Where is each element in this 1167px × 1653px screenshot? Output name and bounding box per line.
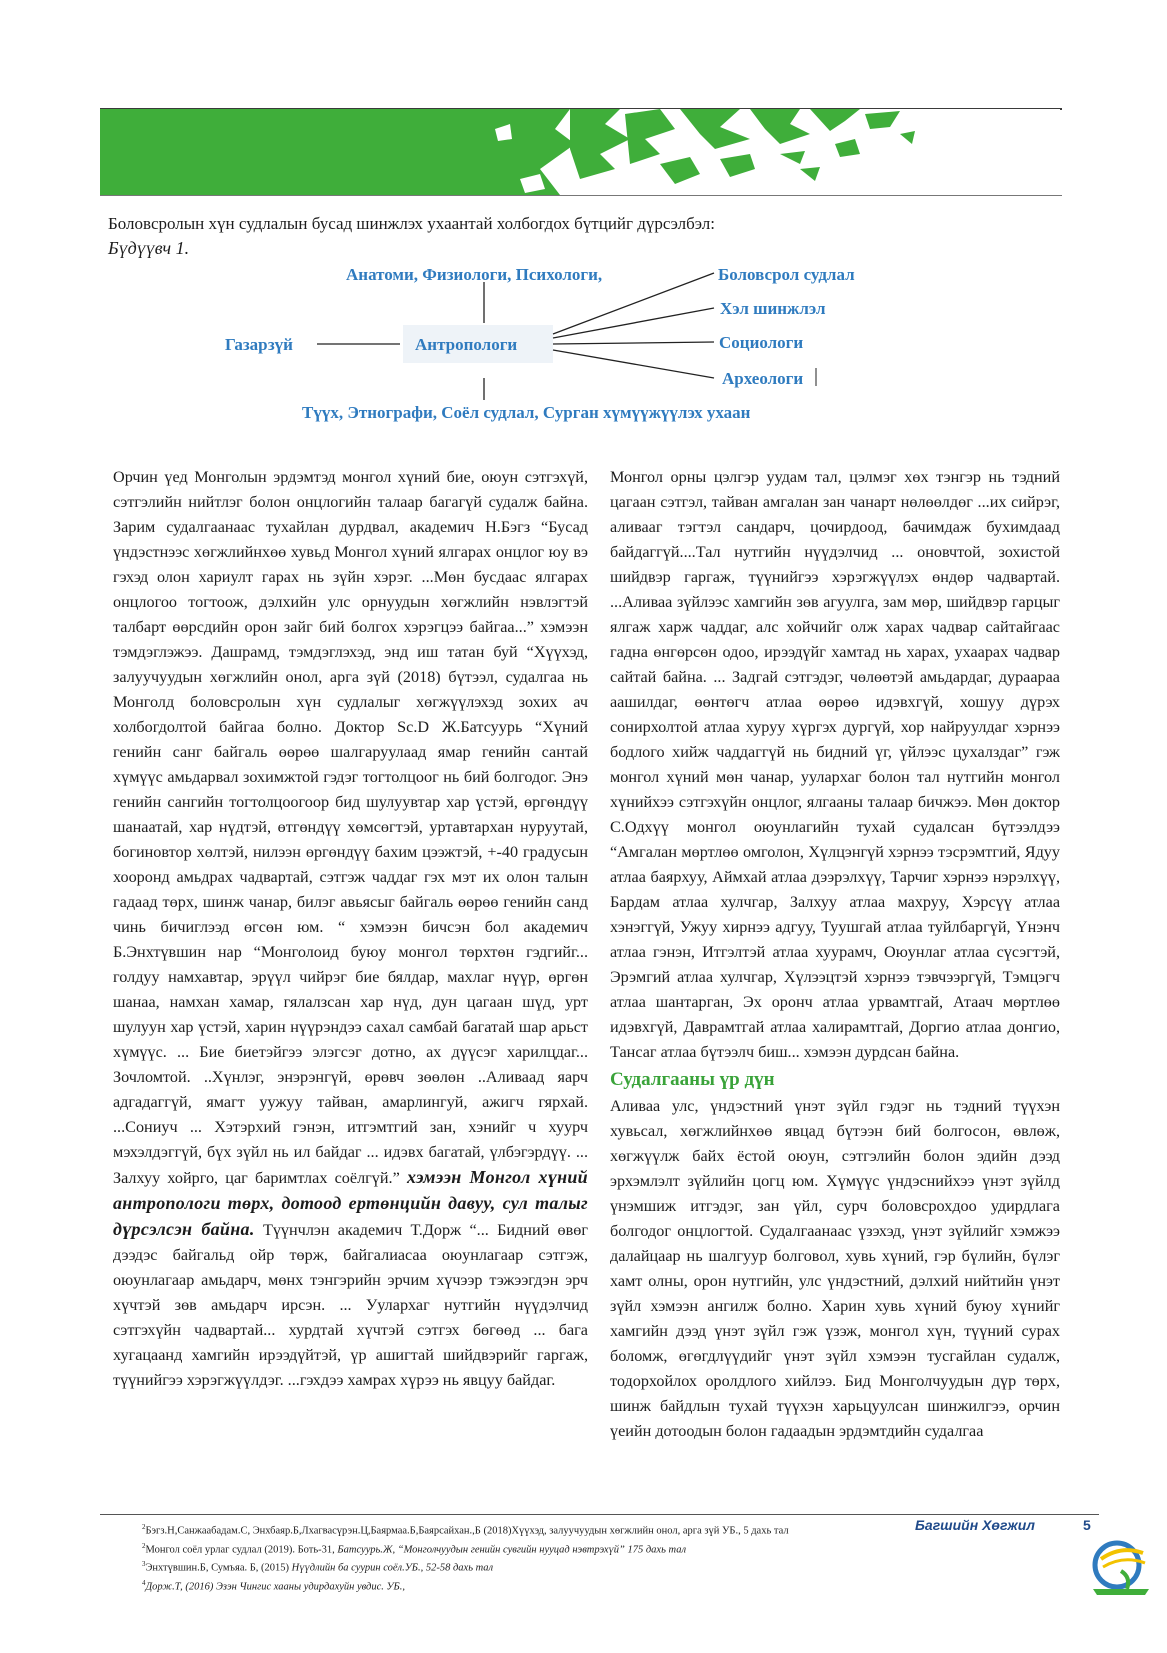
footnote-italic: Батсуурь.Ж, “Монголчуудын генийн сувгийн нууцад нэвтрэхүй” 175 дахь тал (337, 1544, 687, 1555)
footnote-number: 2 (142, 1541, 146, 1550)
footnote (142, 1539, 842, 1558)
intro-text (108, 212, 1008, 260)
page-number: 5 (1083, 1517, 1091, 1533)
diagram-right-2: Хэл шинжлэл (720, 299, 826, 318)
footnotes (142, 1520, 842, 1594)
right-paragraph-2: Аливаа улс, үндэстний үнэт зүйл гэдэг нь тэдний түүхэн хувьсал, хөгжлийнхөө явцад бүтээн бий болгосон, өвлөж, хөгжүүлж байх ёстой оюун, сэтгэлийн болон эдийн дээд эрхэмлэлт зүйлийн цогц юм. Хүмүүс үндэснийхээ үнэт зүйлд үнэмшиж итгэдэг, зан үйл, сурч боловсрохдоо удирдлага болгодог онцлогтой. Судалгаанаас үзэхэд, үнэт зүйлийг хэмжээ далайцаар нь шалгуур болговол, хувь хүний, гэр бүлийн, бүлэг хамт олны, орон нутгийн, улс үндэстний, дэлхий нийтийн үнэт зүйл хэмээн ангилж болно. Харин хувь хүний буюу хүнийг хамгийн дээд үнэт зүйл гэж үзэж, монгол хүн, түүний сурах боломж, өгөгдлүүдийг үнэт зүйл хэмээн тусгайлан судалж, тодорхойлох оролдлого хийлээ. Бид Монголчуудын дүр төрх, шинж байдлын тухай түүхэн харьцуулсан шинжилгээ, орчин үеийн дотоодын болон гадаадын эрдэмтдийн судалгаа (610, 1097, 1060, 1440)
footnote (142, 1557, 842, 1576)
footnote-text: Монгол соёл урлаг судлал (2019). Боть-31, (145, 1544, 338, 1555)
diagram-top: Анатоми, Физиологи, Психологи, (346, 268, 603, 284)
footnote (142, 1576, 842, 1595)
diagram-right-4: Археологи (722, 369, 804, 388)
journal-title: Багшийн Хөгжил (915, 1517, 1035, 1533)
left-column (113, 465, 588, 1393)
header-banner (100, 109, 1060, 195)
journal-logo-icon (1087, 1537, 1155, 1597)
diagram-bottom: Түүх, Этнографи, Соёл судлал, Сурган хүмүүжүүлэх ухаан (302, 403, 751, 422)
footer-rule (100, 1514, 1099, 1515)
left-emphasis: хэмээн Монгол хүний антропологи төрх, дотоод ертөнцийн давуу, сул талыг дүрсэлсэн байна. (113, 1167, 588, 1239)
diagram-right-3: Социологи (719, 333, 804, 352)
left-paragraph-2-text: Түүнчлэн академич Т.Дорж “... Бидний өвөг дээдэс байгальд ойр төрж, байгалиасаа оюунлагаар сэтгэж, оюунлагаар амьдарч, мөнх тэнгэрийн эрчим хүчээр тэжээгдэн эрч хүчтэй зөв амьдарч ирсэн. ... Уулархаг нутгийн нүүдэлчид сэтгэхүйн чадвартай... хурдтай хүчтэй сэтгэх бөгөөд ... бага хугацаанд хамгийн ирээдүйтэй, үр ашигтай шийдвэрийг гаргаж, түүнийгээ хэрэгжүүлдэг. ...гэхдээ хамрах хүрээ нь явцуу байдаг. (113, 1221, 589, 1389)
footnote-text: Бэгз.Н,Санжаабадам.С, Энхбаяр.Б,Лхагвасүрэн.Ц,Баярмаа.Б,Баярсайхан.,Б (2018)Хүүхэд, залуучуудын хөгжлийн онол, арга зүй УБ., 5 дахь тал (145, 1525, 789, 1537)
section-heading: Судалгааны үр дүн (610, 1069, 775, 1090)
intro-line: Боловсролын хүн судлалын бусад шинжлэх ухаантай холбогдох бүтцийг дүрсэлбэл: (108, 214, 715, 233)
footnote-italic: Дорж.Т, (2016) Эзэн Чингис хааны удирдахуйн увдис. УБ., (145, 1581, 405, 1592)
footnote-text: Энхтүвшин.Б, Сумъяа. Б, (2015) (145, 1562, 292, 1574)
figure-label: Бүдүүвч 1. (108, 238, 190, 258)
relationship-diagram (220, 268, 920, 448)
diagram-left: Газарзүй (225, 335, 293, 354)
diagram-center: Антропологи (415, 335, 518, 354)
footnote-number: 4 (142, 1578, 146, 1587)
footnote-number: 3 (142, 1560, 146, 1568)
footnote-italic: Нүүдлийн ба суурин соёл.УБ., 52-58 дахь тал (291, 1562, 494, 1574)
left-paragraph-1-text: Орчин үед Монголын эрдэмтэд монгол хүний бие, оюун сэтгэхүй, сэтгэлийн нийтлэг болон онцлогийн талаар багагүй судалж байна. Зарим судалгаанаас тухайлан дурдвал, академич Н.Бэгз “Бусад үндэстнээс хөгжлийнхөө хувьд Монгол хүний ялгарах онцлог юу вэ гэхэд олон хариулт гарах нь зүйн хэрэг. ...Мөн бусдаас ялгарах онцлогоо тогтоож, дэлхийн улс орнуудын хөгжлийн нэвлэгтэй талбарт өөрсдийн орон зайг бий болгох хэрэгцээ байгаа...” хэмээн тэмдэглэжээ. Дашрамд, тэмдэглэхэд, энд иш татан буй “Хүүхэд, залуучуудын хөгжлийн онол, арга зүй (2018) бүтээл, судалгаа нь Монголд боловсролын хүн судлалыг хөгжүүлэхэд зохих ач холбогдолтой байгаа болно. Доктор Sc.D Ж.Батсуурь “Хүний генийн санг байгаль өөрөө шалгаруулаад ямар генийн сантай хүмүүс амьдарвал зохимжтой гэдэг тогтолцоог нь бий болгодог. Энэ генийн сангийн тогтолцоогоор бид шулуувтар хар үстэй, өргөндүү шанаатай, хар нүдтэй, өтгөндүү хөмсөгтэй, уртавтархан нуруутай, богиновтор хөлтэй, нилээн өргөндүү бахим цээжтэй, +-40 градусын хооронд амьдрах чадвартай, сэтгэж чаддаг гэх мэт их олон талын гадаад төрх, шинж чанар, билэг авьясыг байгаль өөрөө генийн санд чинь бичиглээд өгсөн юм. “ хэмээн бичсэн бол академич Б.Энхтүвшин нар “Монголоид буюу монгол төрхтөн гэдгийг... голдуу намхавтар, эрүүл чийрэг бие бялдар, махлаг нүүр, өргөн шанаа, намхан хамар, гялалзсан хар нүд, дун цагаан шүд, урт шулуун хар үстэй, харин нүүрэндээ сахал самбай багатай шар арьст хүмүүс. ... Бие биетэйгээ элэгсэг дотно, ах дүүсэг харилцдаг... Зочломтой. ..Хүнлэг, энэрэнгүй, өрөвч зөөлөн ..Аливаад яарч адгадаггүй, ямагт уужуу тайван, амарлингуй, ажигч гярхай. ...Сониуч ... Хэтэрхий гэнэн, итгэмтгий зан, хэнийг ч хуурч мэхэлдэггүй, бүх зүйл нь ил байдаг ... идэвх багатай, үлбэгэрдүү. ... Залхуу хойрго, цаг баримтлах соёлгүй.” (113, 468, 588, 1187)
footnote (142, 1520, 842, 1539)
banner-bottom-rule (100, 195, 1062, 196)
diagram-right-1: Боловсрол судлал (718, 268, 855, 284)
left-paragraph-1 (113, 465, 588, 1393)
right-column (610, 465, 1060, 1444)
right-paragraph-1: Монгол орны цэлгэр уудам тал, цэлмэг хөх тэнгэр нь тэдний цагаан сэтгэл, тайван амгалан зан чанарт нөлөөлдөг ...их сийрэг, аливааг тэгтэл сандарч, цочирдоод, бачимдаж бухимдаад байдаггүй....Тал нутгийн нүүдэлчид ... оновчтой, зохистой шийдвэр гаргаж, түүнийгээ хэрэгжүүлэх өндөр чадвартай. ...Аливаа зүйлээс хамгийн зөв агуулга, зам мөр, шийдвэр гарцыг ялгаж харж чаддаг, алс хойчийг олж харах чадвар сайтайгаас гадна өнгөрсөн одоо, ирээдүйг хамтад нь харах, ухаарах чадвар сайтай байна. ... Задгай сэтгэдэг, чөлөөтэй амьдардаг, дураараа аашилдаг, өөнтөгч атлаа өөрөө идэвхгүй, хошуу дүрэх сонирхолтой атлаа хуруу хүргэх дургүй, хор найруулдаг хэрнээ бодлого хийж чаддаггүй нь бидний үг, үйлээс цухалздаг” гэж монгол хүний мөн чанар, уулархаг болон тал нутгийн монгол хүнийхээ сэтгэхүйн онцлог, ялгааны талаар бичжээ. Мөн доктор С.Одхүү монгол оюунлагийн тухай судалсан бүтээлдээ “Амгалан мөртлөө омголон, Хүлцэнгүй хэрнээ тэсрэмтгий, Ядуу атлаа баярхуу, Аймхай атлаа дээрэлхүү, Тарчиг хэрнээ нэрэлхүү, Бардам атлаа хулчгар, Залхуу атлаа махруу, Хэрсүү атлаа хэнэггүй, Ужуу хирнээ адгуу, Туушгай атлаа туйлбаргүй, Үнэнч атлаа гэнэн, Итгэлтэй атлаа хуурамч, Оюунлаг атлаа сүсэгтэй, Эрэмгий атлаа хулчгар, Хүлээцтэй хэрнээ тэвчээргүй, Тэмцэгч атлаа шантарган, Эх оронч атлаа урвамтгай, Атаач мөртлөө идэвхгүй, Даврамтгай атлаа халирамтгай, Доргио атлаа донгио, Тансаг атлаа бүтээлч биш... хэмээн дурдсан байна. (610, 468, 1060, 1061)
footnote-number: 2 (142, 1523, 146, 1531)
